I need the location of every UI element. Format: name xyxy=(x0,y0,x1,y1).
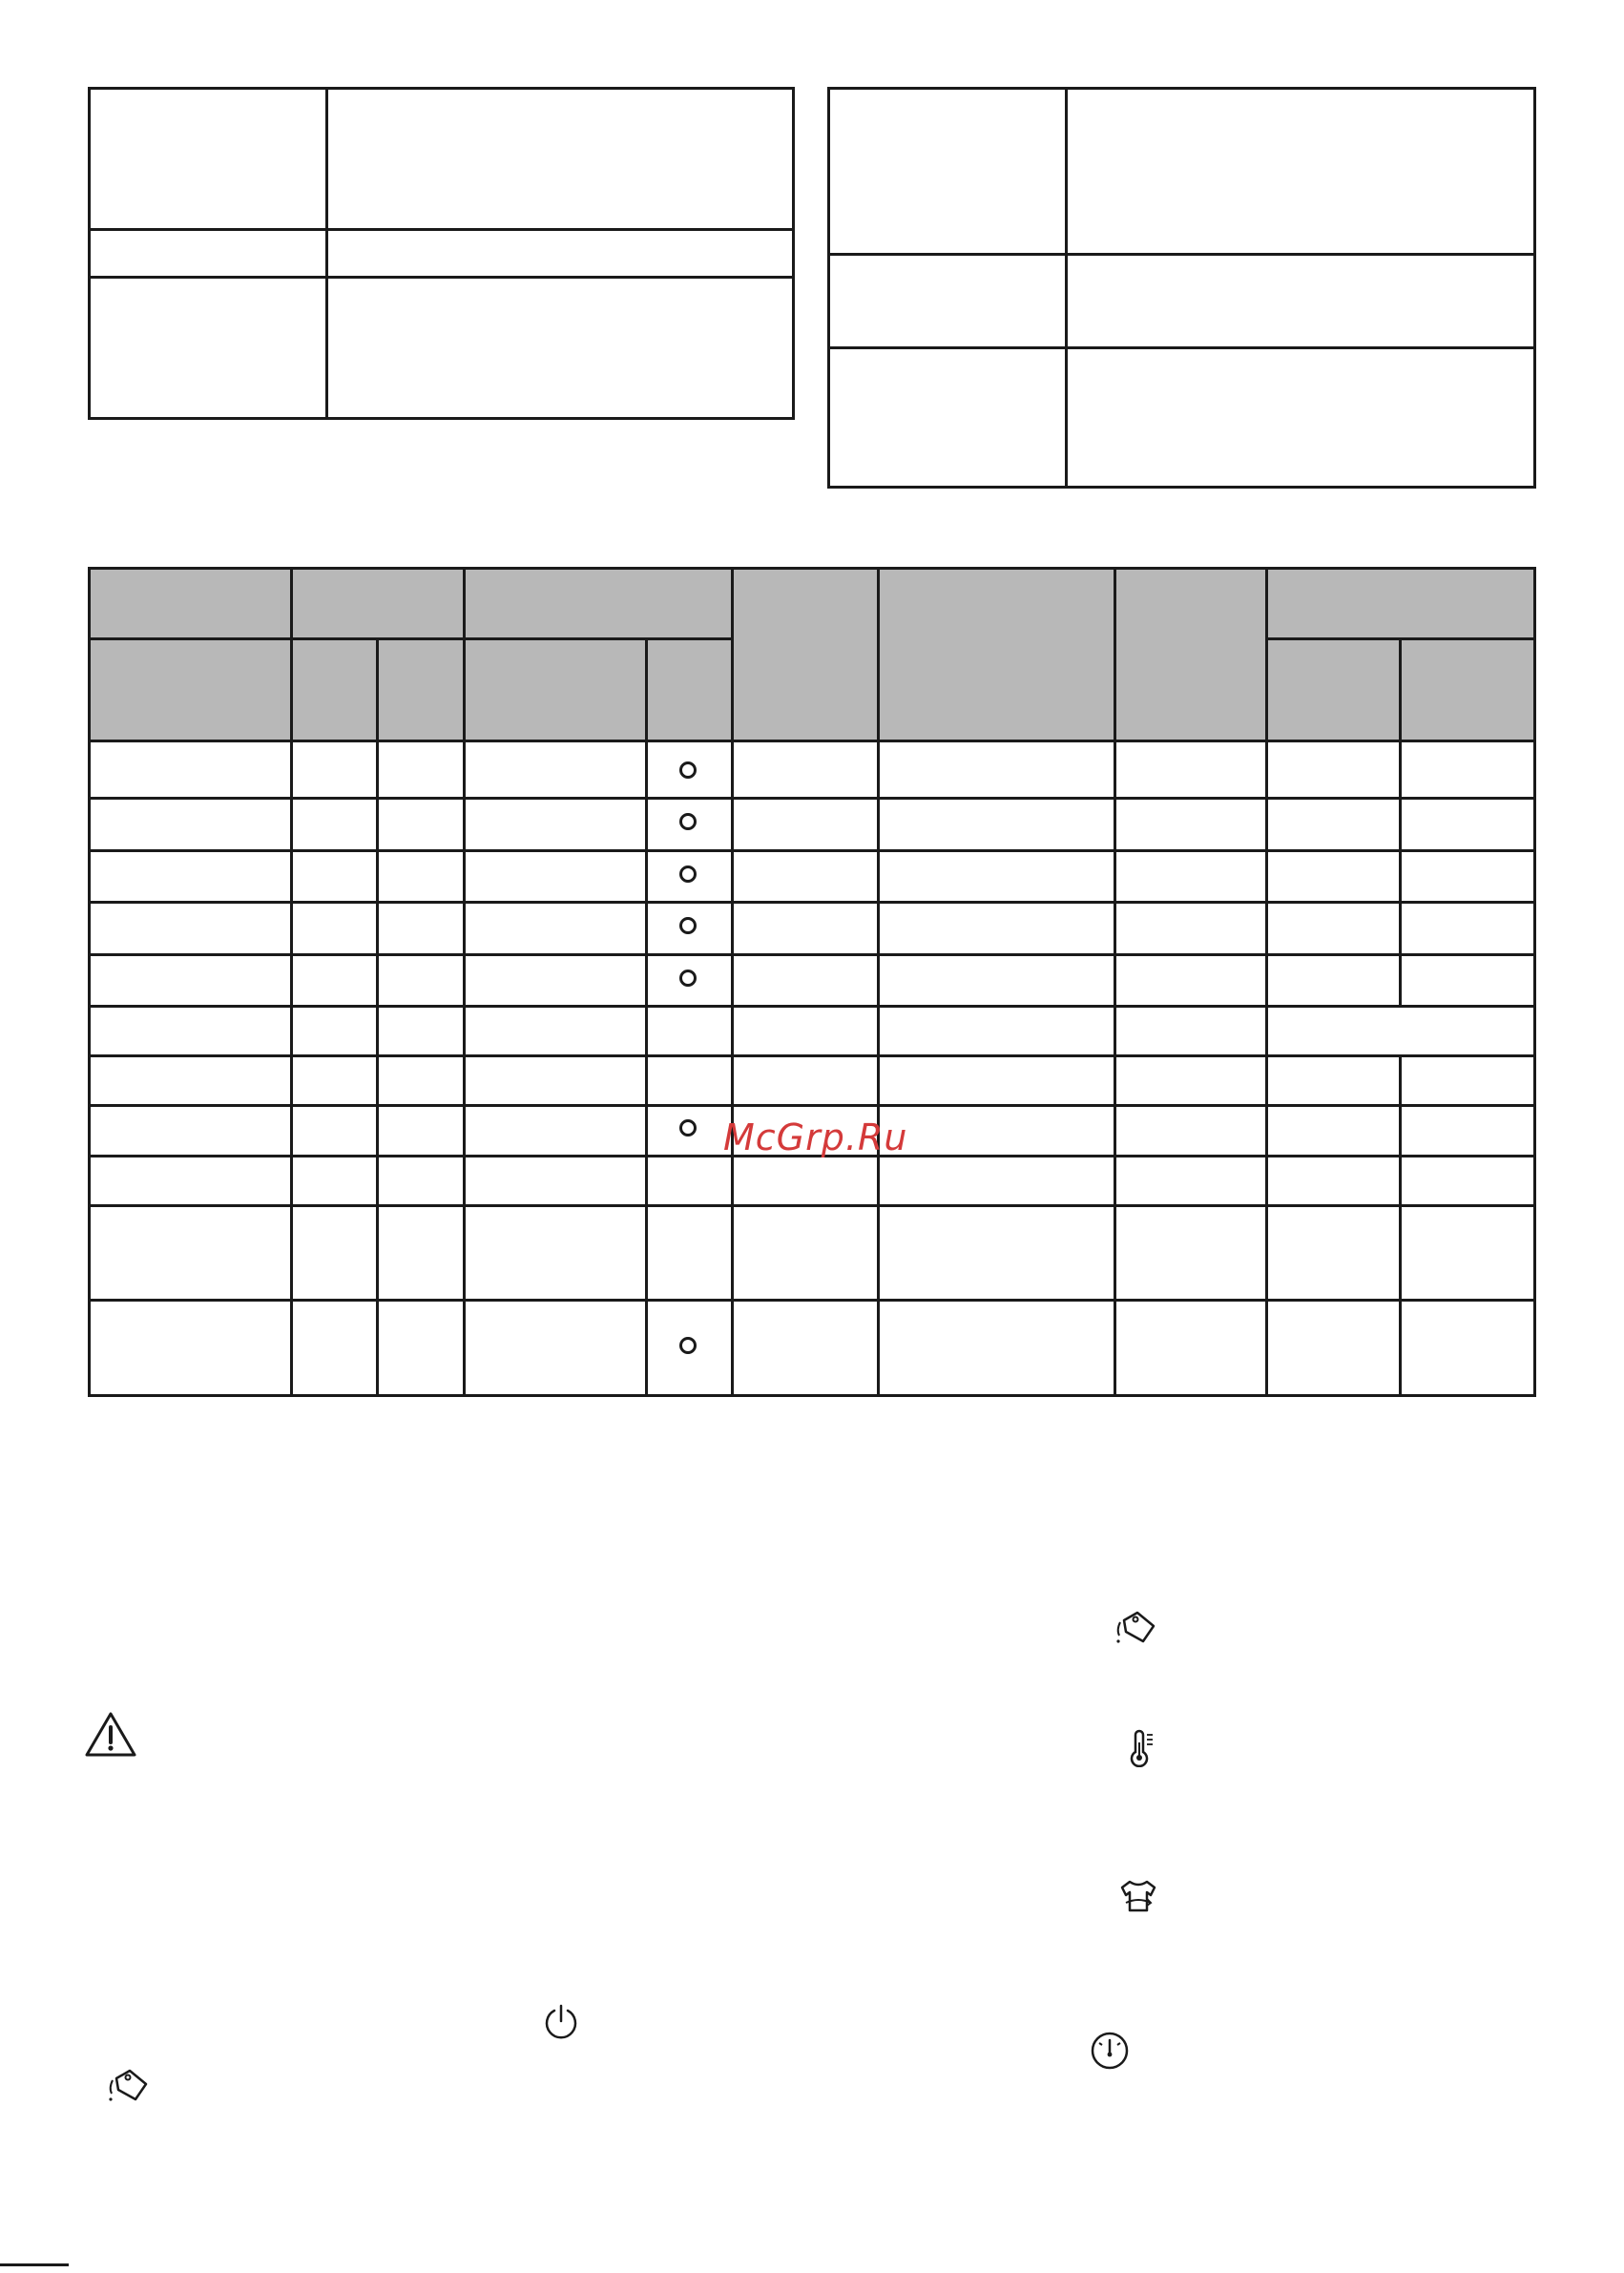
row-line xyxy=(88,1299,1536,1302)
column-divider xyxy=(1065,90,1068,486)
program-indicator-circle xyxy=(679,1337,697,1354)
row-divider xyxy=(91,276,792,279)
column-line xyxy=(463,567,466,1397)
top-right-table xyxy=(827,87,1536,489)
row-line xyxy=(88,797,1536,800)
program-indicator-circle xyxy=(679,917,697,934)
row-divider xyxy=(91,228,792,231)
header-split-line xyxy=(88,637,1536,640)
row-line xyxy=(88,1005,1536,1008)
top-left-table xyxy=(88,87,795,420)
power-icon xyxy=(542,2002,580,2040)
gauge-icon xyxy=(1088,2029,1132,2073)
column-line xyxy=(1114,567,1116,1397)
watermark-text: McGrp.Ru xyxy=(723,1116,908,1158)
program-indicator-circle xyxy=(679,813,697,830)
shirt-icon xyxy=(1116,1876,1160,1918)
column-line xyxy=(877,567,880,1397)
row-line xyxy=(88,901,1536,904)
warning-icon xyxy=(84,1711,137,1759)
header-bottom-line xyxy=(88,740,1536,742)
tag-icon xyxy=(105,2067,149,2105)
column-line xyxy=(290,567,293,1397)
program-indicator-circle xyxy=(679,761,697,779)
program-indicator-circle xyxy=(679,865,697,883)
tag-icon xyxy=(1113,1609,1156,1647)
page-footer-rule xyxy=(0,2263,69,2266)
row-line xyxy=(88,1204,1536,1207)
column-divider xyxy=(325,90,328,417)
column-line xyxy=(376,637,379,1397)
thermometer-icon xyxy=(1126,1729,1156,1767)
row-line xyxy=(88,953,1536,956)
column-line xyxy=(1265,567,1268,1397)
column-line xyxy=(1399,1054,1402,1397)
column-line xyxy=(645,637,648,1397)
row-line xyxy=(88,1104,1536,1107)
row-line xyxy=(88,1054,1536,1057)
row-line xyxy=(88,849,1536,852)
program-indicator-circle xyxy=(679,970,697,987)
column-line xyxy=(731,567,734,1397)
program-indicator-circle xyxy=(679,1119,697,1136)
program-table xyxy=(88,567,1536,1397)
column-line xyxy=(1399,637,1402,1007)
row-divider xyxy=(830,253,1533,256)
table-outer-border xyxy=(88,567,1536,1397)
row-divider xyxy=(830,346,1533,349)
